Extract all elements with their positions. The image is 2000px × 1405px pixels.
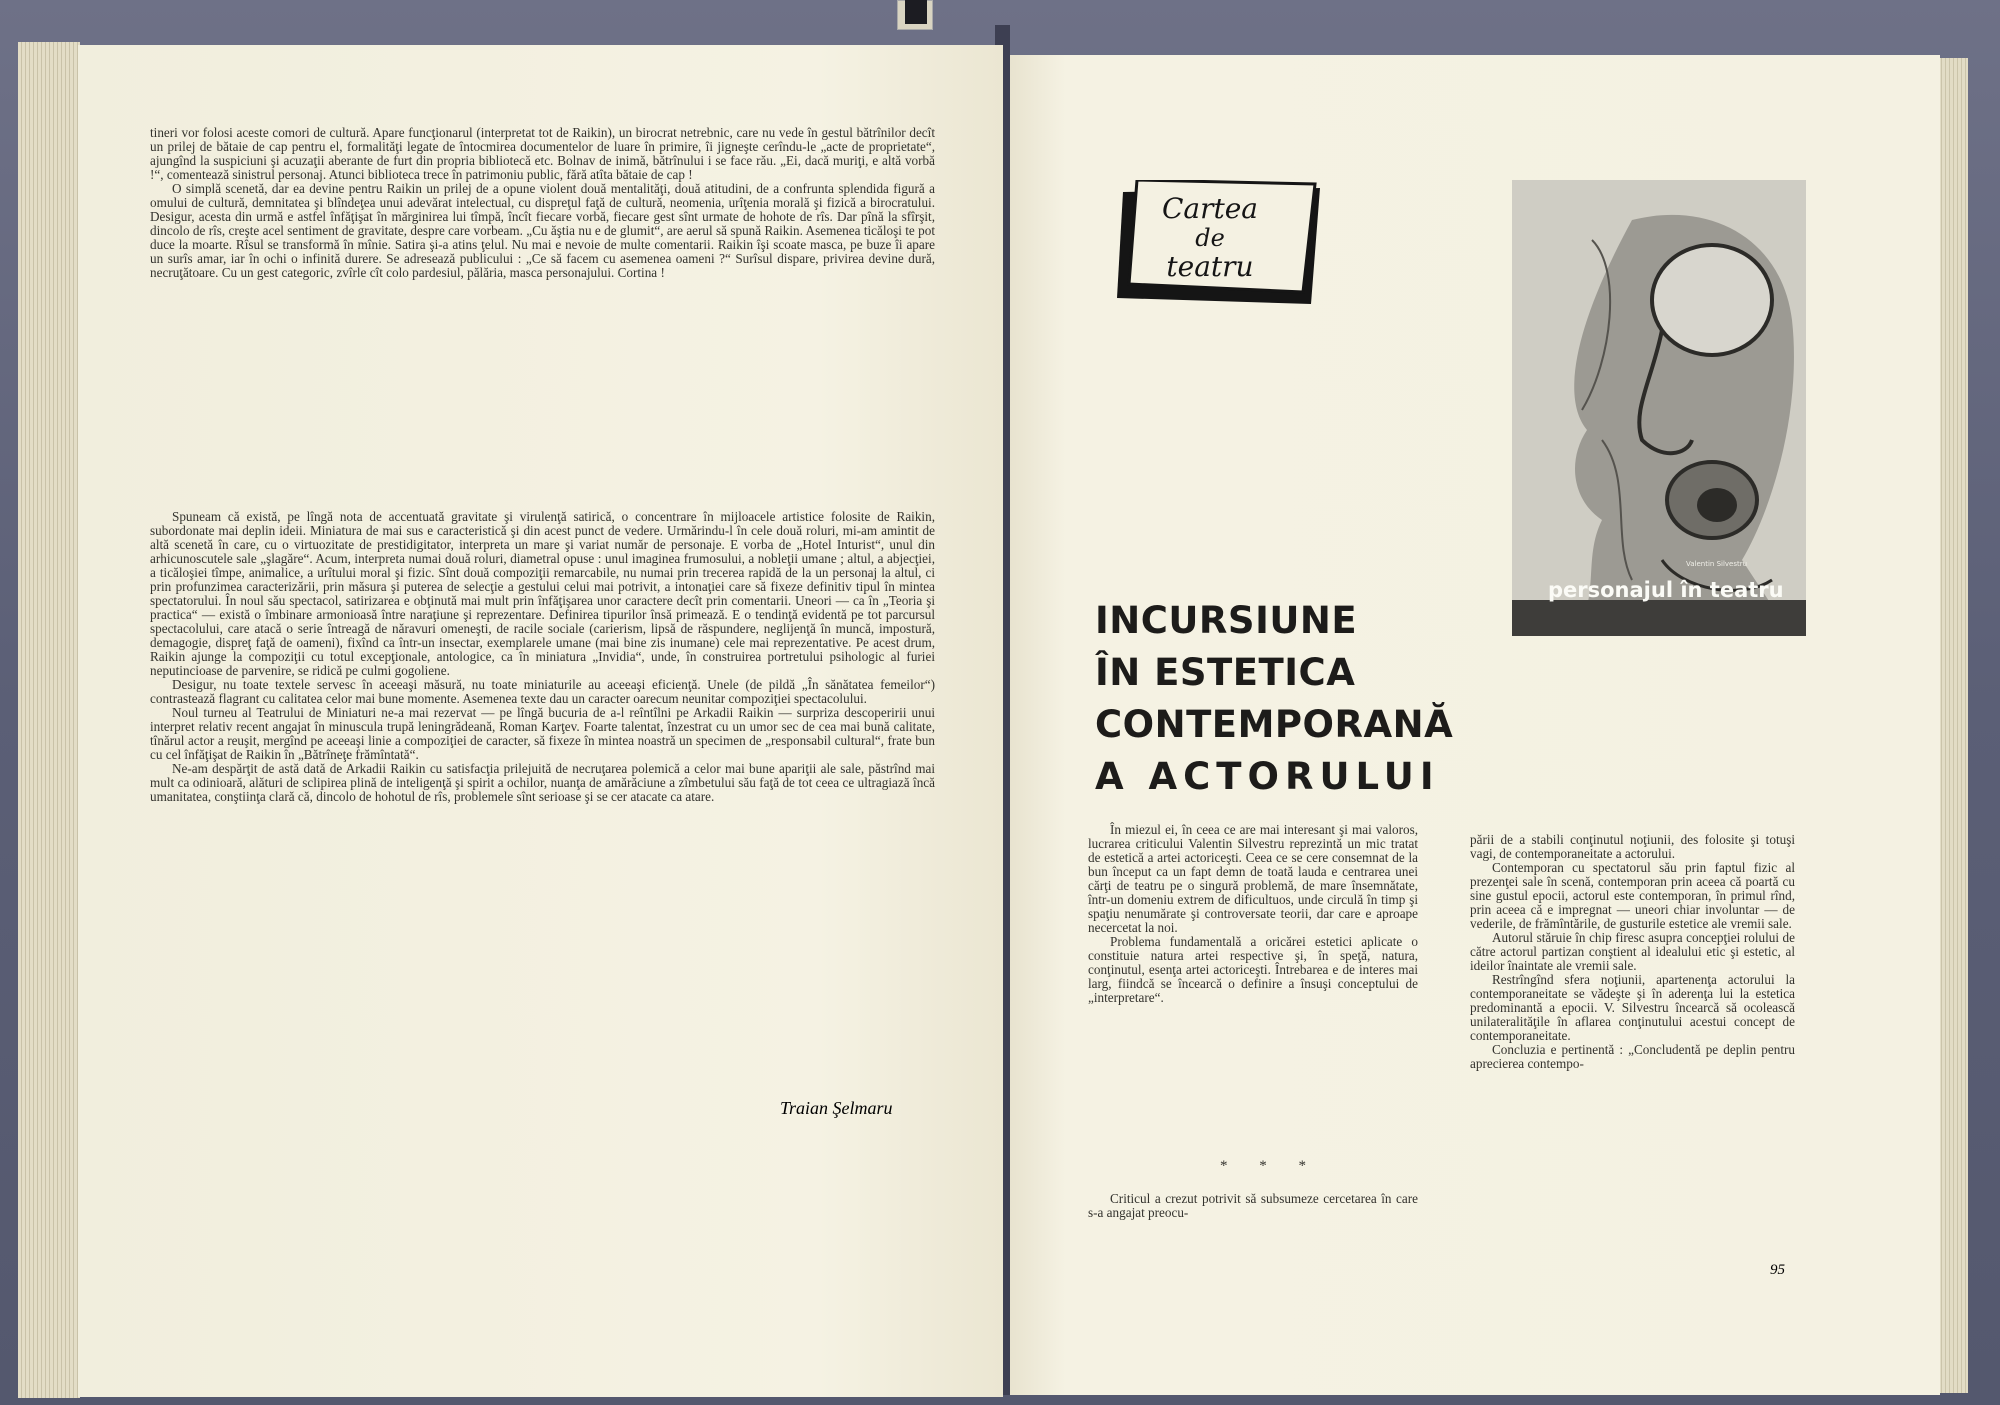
- photo-credit: Valentin Silvestru: [1686, 560, 1748, 568]
- page-edges-left: [18, 42, 80, 1398]
- left-article-bottom: [150, 510, 935, 804]
- logo-line-3: teatru: [1166, 250, 1254, 283]
- paragraph: Autorul stăruie în chip firesc asupra concepţiei rolului de către actorul partizan conştient al idealului etic şi estetic, al ideilor înaintate ale vremii sale.: [1470, 930, 1795, 973]
- portrait-illustration: [1512, 180, 1806, 636]
- headline-line-1: INCURSIUNE: [1095, 599, 1358, 642]
- paragraph: Noul turneu al Teatrului de Miniaturi ne-a mai rezervat — pe lîngă bucuria de a-l reîntîlni pe Arkadii Raikin — surpriza descoperirii unui interpret relativ recent angajat în minuscula trupă leningrădeană, Roman Karţev. Foarte talentat, înzestrat cu un umor sec de cea mai bună calitate, tînărul actor a reuşit, mergînd pe aceeaşi linie a compoziţiei de caracter, să fixeze în mintea noastră un specimen de „responsabil cultural“, frate bun cu cel înfăţişat de Raikin în „Bătrîneţe frămîntată“.: [150, 705, 935, 762]
- page-number: 95: [1770, 1262, 1785, 1278]
- bookmark-ribbon: [905, 0, 927, 24]
- author-signature: Traian Şelmaru: [780, 1098, 893, 1118]
- logo-line-1: Cartea: [1161, 192, 1259, 225]
- left-article-top: [150, 126, 935, 280]
- paragraph: Restrîngînd sfera noţiunii, apartenenţa actorului la contemporaneitate se vădeşte şi în aderenţa lui la estetica predominantă a epocii. V. Silvestru încearcă să ocolească unilateralităţile în aflarea conţinutului acestui concept de contemporaneitate.: [1470, 972, 1795, 1043]
- section-logo: [1115, 180, 1325, 310]
- paragraph: Ne-am despărţit de astă dată de Arkadii Raikin cu satisfacţia prilejuită de necruţarea polemică a celor mai bune apariţii ale sale, păstrînd mai mult ca odinioară, alături de sclipirea plină de inteligenţă şi spirit a ochilor, nuanţa de amărăciune a zîmbetului său faţă de tot ceea ce ultragiază încă umanitatea, conştiinţa clară că, dincolo de hohotul de rîs, problemele sînt serioase şi se cer atacate ca atare.: [150, 761, 935, 804]
- paragraph: Contemporan cu spectatorul său prin faptul fizic al prezenţei sale în scenă, contemporan prin aceea că poartă cu sine gustul epocii, actorul este contemporan, în primul rînd, prin aceea că e impregnat — uneori chiar involuntar — de vederile, de frămîntările, de gusturile estetice ale vremii sale.: [1470, 860, 1795, 931]
- paragraph: În miezul ei, în ceea ce are mai interesant şi mai valoros, lucrarea criticului Valentin Silvestru reprezintă un mic tratat de estetică a artei actoriceşti. Ceea ce se cere consemnat de la bun început ca un fapt demn de toată lauda e centrarea unei cărţi de teatru pe o singură problemă, de mare însemnătate, într-un domeniu extrem de dificultuos, unde circulă în timp şi spaţiu nenumărate şi controversate teorii, dar care e aproape necercetat la noi.: [1088, 822, 1418, 935]
- headline-line-2: ÎN ESTETICA: [1095, 651, 1356, 694]
- article-headline: [1095, 595, 1453, 803]
- paragraph: Problema fundamentală a oricărei estetici aplicate o constituie natura artei respective şi, în speţă, natura, conţinutul, esenţa artei actoriceşti. Întrebarea e de interes mai larg, fiindcă se încearcă o definire a însuşi conceptului de „interpretare“.: [1088, 934, 1418, 1005]
- review-column-1: [1088, 823, 1418, 1005]
- photo-caption: personajul în teatru: [1548, 578, 1784, 602]
- headline-line-4: A ACTORULUI: [1095, 755, 1440, 798]
- paragraph: pării de a stabili conţinutul noţiunii, des folosite şi totuşi vagi, de contemporaneitate a actorului.: [1470, 832, 1795, 861]
- review-column-2: [1470, 833, 1795, 1071]
- section-separator: * * *: [1220, 1158, 1320, 1174]
- headline-line-3: CONTEMPORANĂ: [1095, 703, 1454, 746]
- review-column-1-continued: [1088, 1192, 1418, 1220]
- paragraph: Desigur, nu toate textele servesc în aceeaşi măsură, nu toate miniaturile au aceeaşi eficienţă. Unele (de pildă „În sănătatea femeilor“) contrastează flagrant cu calitatea celor mai bune momente. Asemenea texte dau un caracter oarecum neunitar compoziţiei spectacolului.: [150, 677, 935, 706]
- paragraph: Criticul a crezut potrivit să subsumeze cercetarea în care s-a angajat preocu-: [1088, 1191, 1418, 1220]
- face-drawing: [1512, 180, 1806, 636]
- paragraph: Concluzia e pertinentă : „Concludentă pe deplin pentru aprecierea contempo-: [1470, 1042, 1795, 1071]
- paragraph: Spuneam că există, pe lîngă nota de accentuată gravitate şi virulenţă satirică, o concentrare în mijloacele artistice folosite de Raikin, subordonate mai deplin ideii. Miniatura de mai sus e caracteristică şi din acest punct de vedere. Urmărindu-l în cele două roluri, mi-am amintit de altă scenetă în care, cu o virtuozitate de prestidigitator, interpreta un mare şi variat număr de personaje. E vorba de „Hotel Inturist“, unul din arhicunoscutele sale „şlagăre“. Acum, interpreta numai două roluri, diametral opuse : unul imaginea frumosului, a nobleţii umane ; altul, a abjecţiei, a ticăloşiei tîmpe, animalice, a urîtului moral şi fizic. Sînt două compoziţii remarcabile, nu numai prin trecerea rapidă de la un personaj la altul, ci prin profunzimea caracterizării, prin măsura şi puterea de selecţie a gestului celui mai potrivit, a intonaţiei care să fixeze definitiv tipul în mintea spectatorului. În noul său spectacol, satirizarea e obţinută mai mult prin înfăţişarea unor caractere decît prin comentarii. Uneori — ca în „Teoria şi practica“ — există o îmbinare armonioasă între naraţiune şi reprezentare. Definirea tipurilor însă primează. E o tendinţă evidentă pe tot parcursul spectacolului, care atacă o serie întreagă de năravuri omeneşti, de racile sociale (carierism, lipsă de răspundere, neglijenţă în muncă, impostură, demagogie, dispreţ faţă de oameni), fixînd ca într-un insectar, exemplarele umane (mai bine zis inumane) cele mai reprezentative. Pe acest drum, Raikin ajunge la compoziţii cu totul excepţionale, antologice, ca în miniatura „Invidia“, unde, în construirea portretului psihologic al furiei neputincioase de parvenire, se ridică pe culmi gogoliene.: [150, 509, 935, 678]
- paragraph: tineri vor folosi aceste comori de cultură. Apare funcţionarul (interpretat tot de Raikin), un birocrat netrebnic, care nu vede în gestul bătrînilor decît un prilej de bătaie de cap pentru el, formalităţi legate de întocmirea documentelor de luare în primire, îi jigneşte cerîndu-le „acte de proprietate“, ajungînd la suspiciuni şi acuzaţii aberante de furt din propria bibliotecă etc. Bolnav de inimă, bătrînului i se face rău. „Ei, dacă muriţi, e altă vorbă !“, comentează sinistrul personaj. Atunci biblioteca trece în patrimoniu public, fără atîta bătaie de cap !: [150, 125, 935, 182]
- logo-line-2: de: [1195, 224, 1225, 252]
- paragraph: O simplă scenetă, dar ea devine pentru Raikin un prilej de a opune violent două mentalităţi, două atitudini, de a confrunta splendida figură a omului de cultură, demnitatea şi blîndeţea unui adevărat intelectual, cu dispreţul faţă de cultură, neomenia, urîţenia morală şi fizică a birocratului. Desigur, acesta din urmă e astfel înfăţişat în mărginirea lui tîmpă, încît fiecare vorbă, fiecare gest sînt urmate de hohote de rîs. Dar pînă la sfîrşit, dincolo de rîs, creşte acel sentiment de gravitate, despre care vorbeam. „Cu ăştia nu e de glumit“, are aerul să spună Raikin. Asemenea ticăloşi te pot duce la moarte. Rîsul se transformă în mînie. Satira şi-a atins ţelul. Nu mai e nevoie de multe comentarii. Raikin îşi scoate masca, pe buze îi apare un surîs amar, iar în ochi o infinită durere. Se adresează publicului : „Ce să facem cu asemenea oameni ?“ Surîsul dispare, privirea devine dură, necruţătoare. Cu un gest categoric, zvîrle cît colo pardesiul, pălăria, masca personajului. Cortina !: [150, 181, 935, 280]
- page-edges-right: [1938, 58, 1968, 1393]
